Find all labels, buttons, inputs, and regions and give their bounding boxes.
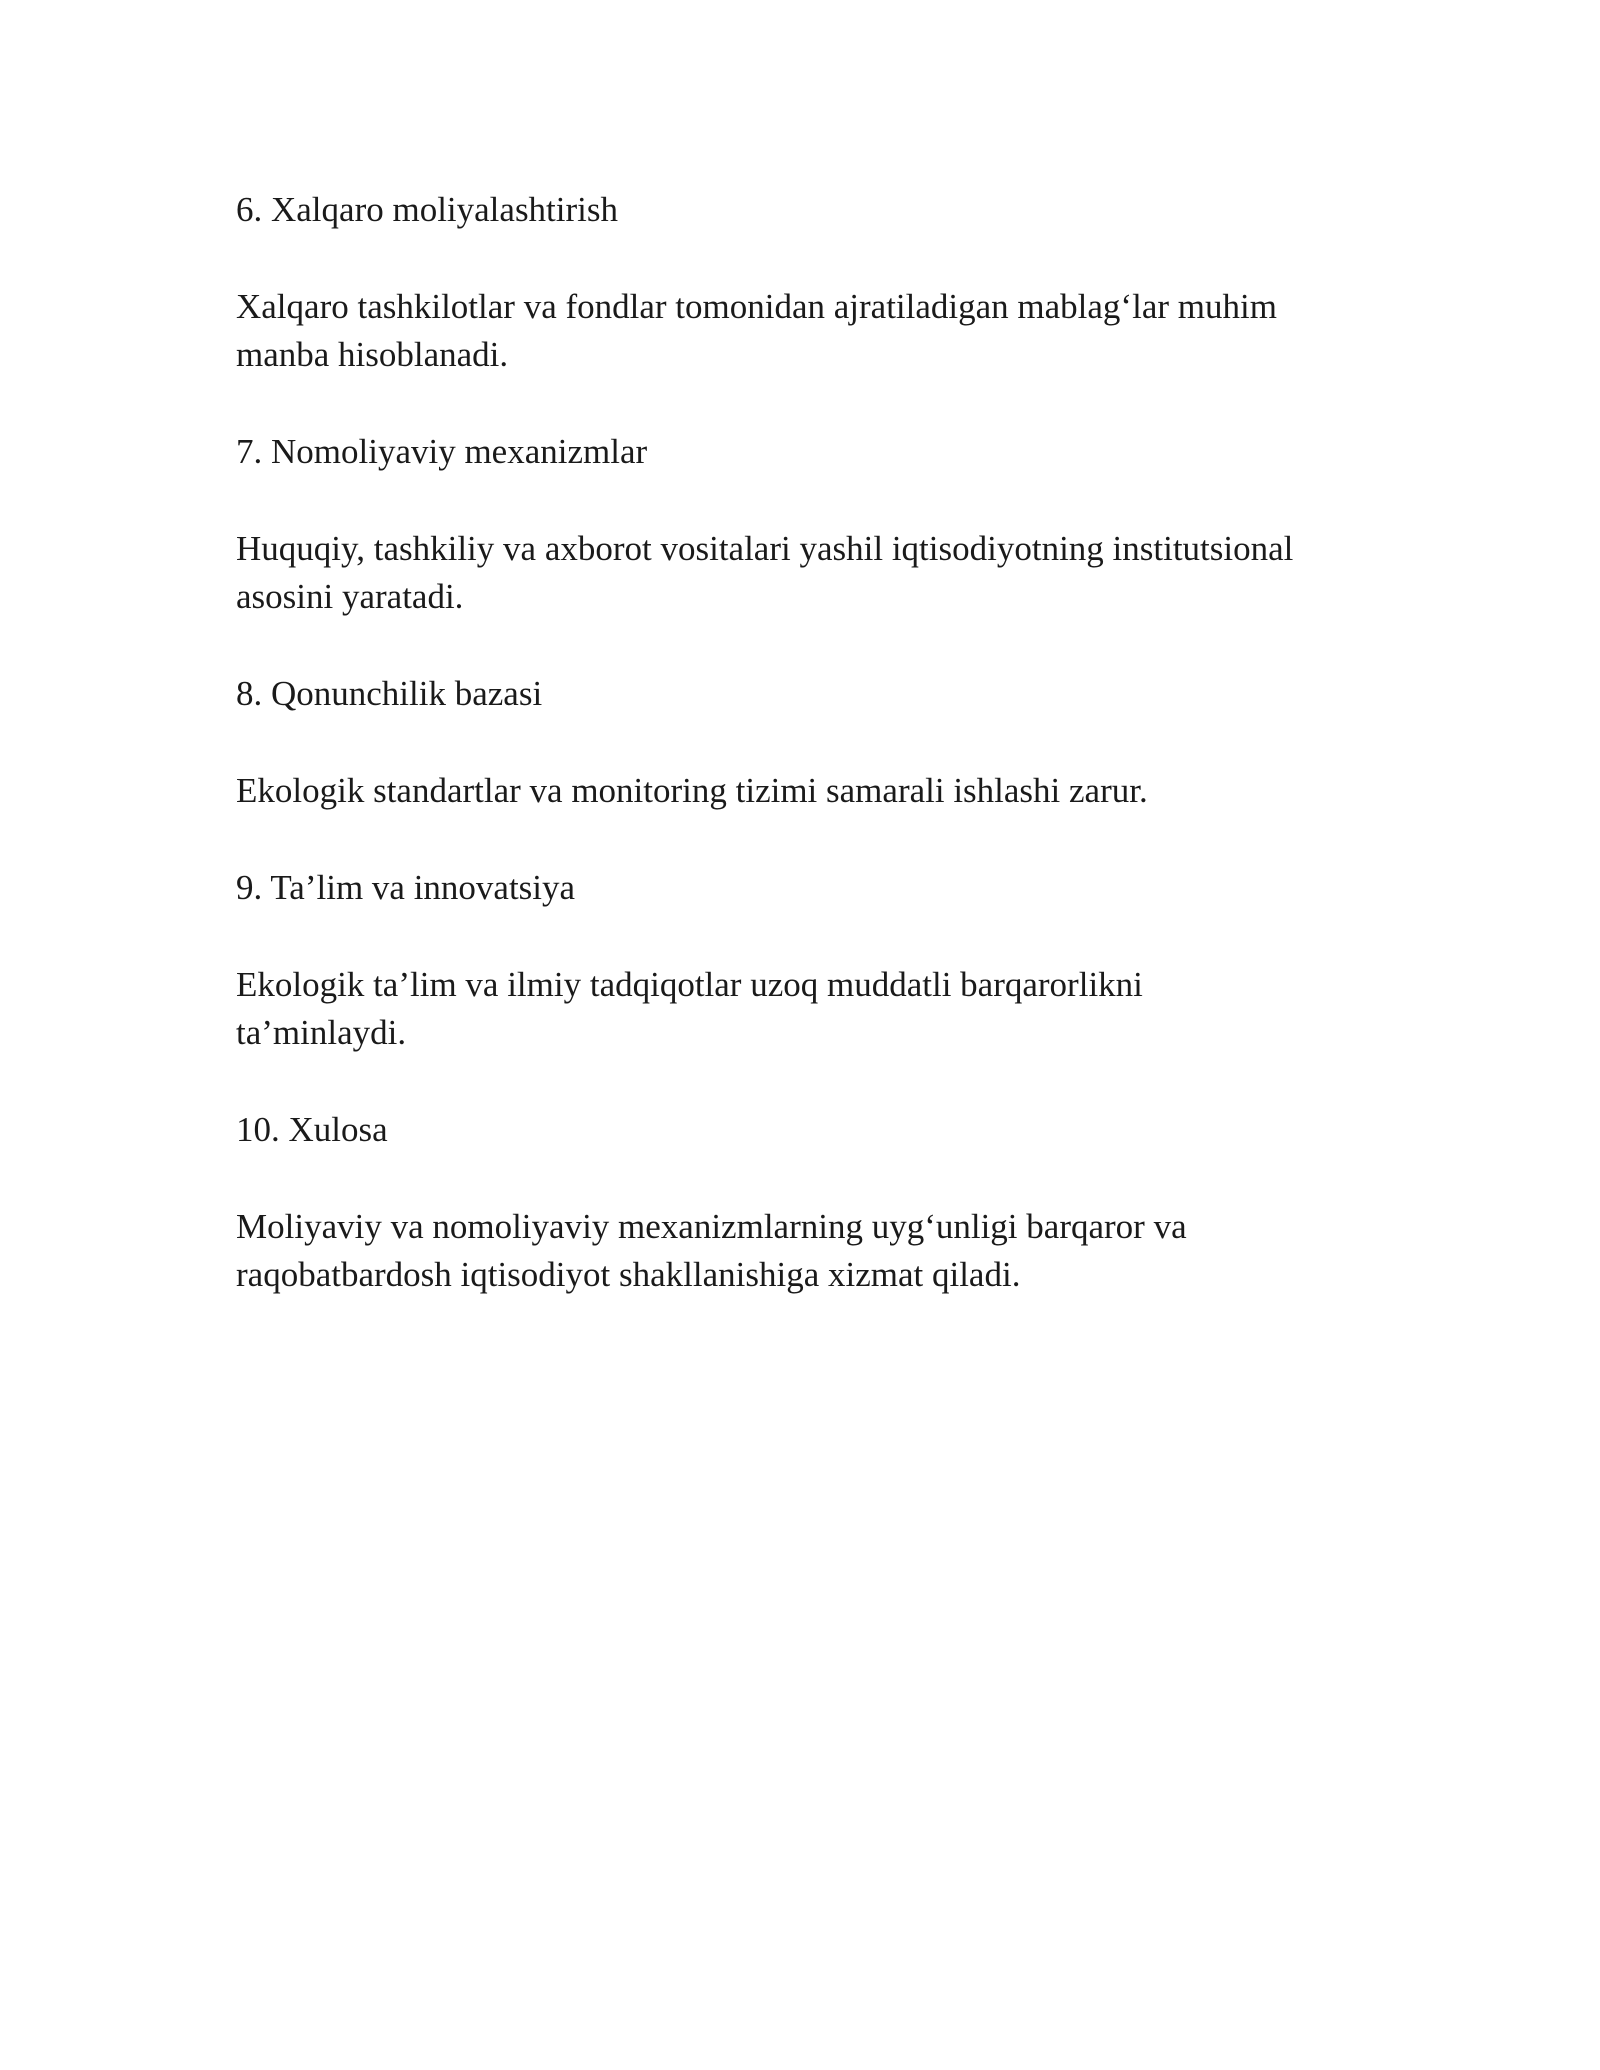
section-heading: 10. Xulosa — [236, 1110, 388, 1149]
section-paragraph — [236, 767, 1376, 815]
section-heading: 9. Ta’lim va innovatsiya — [236, 868, 576, 907]
section-international-financing — [236, 186, 1376, 379]
section-education-innovation — [236, 864, 1376, 1057]
section-paragraph — [236, 961, 1376, 1057]
paragraph-line: manba hisoblanadi. — [236, 335, 509, 374]
section-conclusion — [236, 1106, 1376, 1299]
section-heading: 6. Xalqaro moliyalashtirish — [236, 190, 619, 229]
paragraph-line: Ekologik ta’lim va ilmiy tadqiqotlar uzoq muddatli barqarorlikni — [236, 965, 1143, 1004]
section-paragraph — [236, 525, 1376, 621]
section-non-financial-mechanisms — [236, 428, 1376, 621]
paragraph-line: raqobatbardosh iqtisodiyot shakllanishiga xizmat qiladi. — [236, 1255, 1021, 1294]
document-body — [236, 186, 1376, 1348]
section-paragraph — [236, 283, 1376, 379]
paragraph-line: asosini yaratadi. — [236, 577, 464, 616]
paragraph-line: Moliyaviy va nomoliyaviy mexanizmlarning uyg‘unligi barqaror va — [236, 1207, 1187, 1246]
section-legislative-base — [236, 670, 1376, 815]
paragraph-line: Xalqaro tashkilotlar va fondlar tomonidan ajratiladigan mablag‘lar muhim — [236, 287, 1277, 326]
section-heading: 8. Qonunchilik bazasi — [236, 674, 543, 713]
paragraph-line: Ekologik standartlar va monitoring tizimi samarali ishlashi zarur. — [236, 771, 1148, 810]
section-paragraph — [236, 1203, 1376, 1299]
paragraph-line: Huquqiy, tashkiliy va axborot vositalari yashil iqtisodiyotning institutsional — [236, 529, 1294, 568]
paragraph-line: ta’minlaydi. — [236, 1013, 407, 1052]
section-heading: 7. Nomoliyaviy mexanizmlar — [236, 432, 648, 471]
